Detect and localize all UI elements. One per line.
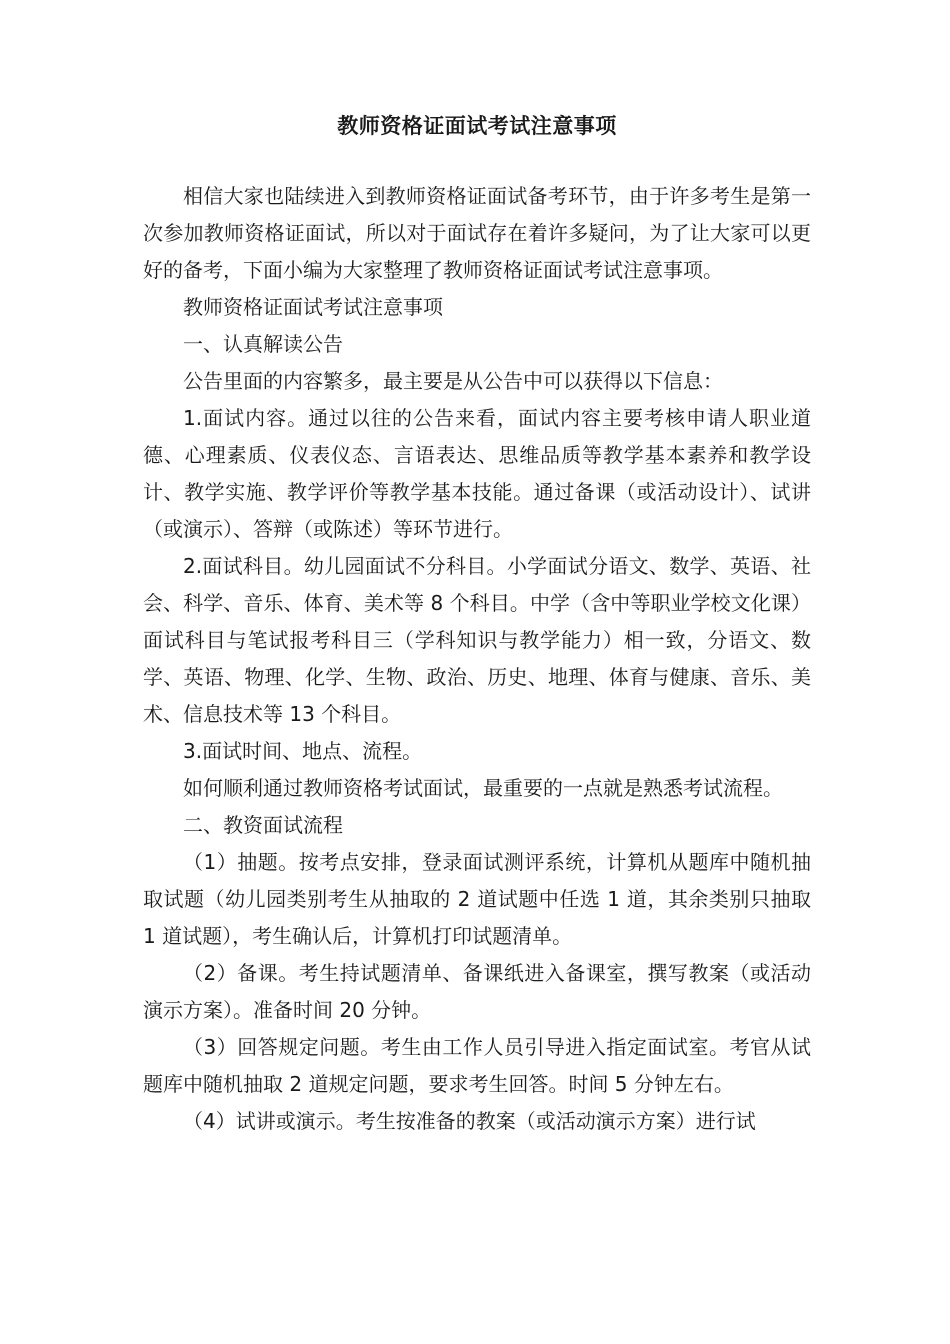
- paragraph-intro: 相信大家也陆续进入到教师资格证面试备考环节，由于许多考生是第一次参加教师资格证面试，所以对于面试存在着许多疑问，为了让大家可以更好的备考，下面小编为大家整理了教师资格证面试考试注意事项。: [143, 184, 811, 282]
- paragraph-subtitle: 教师资格证面试考试注意事项: [183, 295, 443, 319]
- document-title: 教师资格证面试考试注意事项: [337, 114, 617, 138]
- paragraph-step-2: （2）备课。考生持试题清单、备课纸进入备课室，撰写教案（或活动演示方案）。准备时间 20 分钟。: [143, 961, 811, 1022]
- paragraph-step-1: （1）抽题。按考点安排，登录面试测评系统，计算机从题库中随机抽取试题（幼儿园类别考生从抽取的 2 道试题中任选 1 道，其余类别只抽取 1 道试题），考生确认后，计算机打印试题清单。: [143, 850, 811, 948]
- paragraph-flow-intro: 如何顺利通过教师资格考试面试，最重要的一点就是熟悉考试流程。: [183, 776, 783, 800]
- document-page: [143, 108, 811, 1140]
- section-heading-1: 一、认真解读公告: [183, 332, 343, 356]
- paragraph-step-4: （4）试讲或演示。考生按准备的教案（或活动演示方案）进行试: [183, 1109, 756, 1133]
- paragraph-step-3: （3）回答规定问题。考生由工作人员引导进入指定面试室。考官从试题库中随机抽取 2 道规定问题，要求考生回答。时间 5 分钟左右。: [143, 1035, 811, 1096]
- paragraph-item-2: 2.面试科目。幼儿园面试不分科目。小学面试分语文、数学、英语、社会、科学、音乐、体育、美术等 8 个科目。中学（含中等职业学校文化课）面试科目与笔试报考科目三（学科知识与教学能力）相一致，分语文、数学、英语、物理、化学、生物、政治、历史、地理、体育与健康、音乐、美术、信息技术等 13 个科目。: [143, 554, 811, 726]
- paragraph-announcement: 公告里面的内容繁多，最主要是从公告中可以获得以下信息：: [183, 369, 723, 393]
- paragraph-item-1: 1.面试内容。通过以往的公告来看，面试内容主要考核申请人职业道德、心理素质、仪表仪态、言语表达、思维品质等教学基本素养和教学设计、教学实施、教学评价等教学基本技能。通过备课（或活动设计）、试讲（或演示）、答辩（或陈述）等环节进行。: [143, 406, 811, 541]
- paragraph-item-3: 3.面试时间、地点、流程。: [183, 739, 423, 763]
- section-heading-2: 二、教资面试流程: [183, 813, 343, 837]
